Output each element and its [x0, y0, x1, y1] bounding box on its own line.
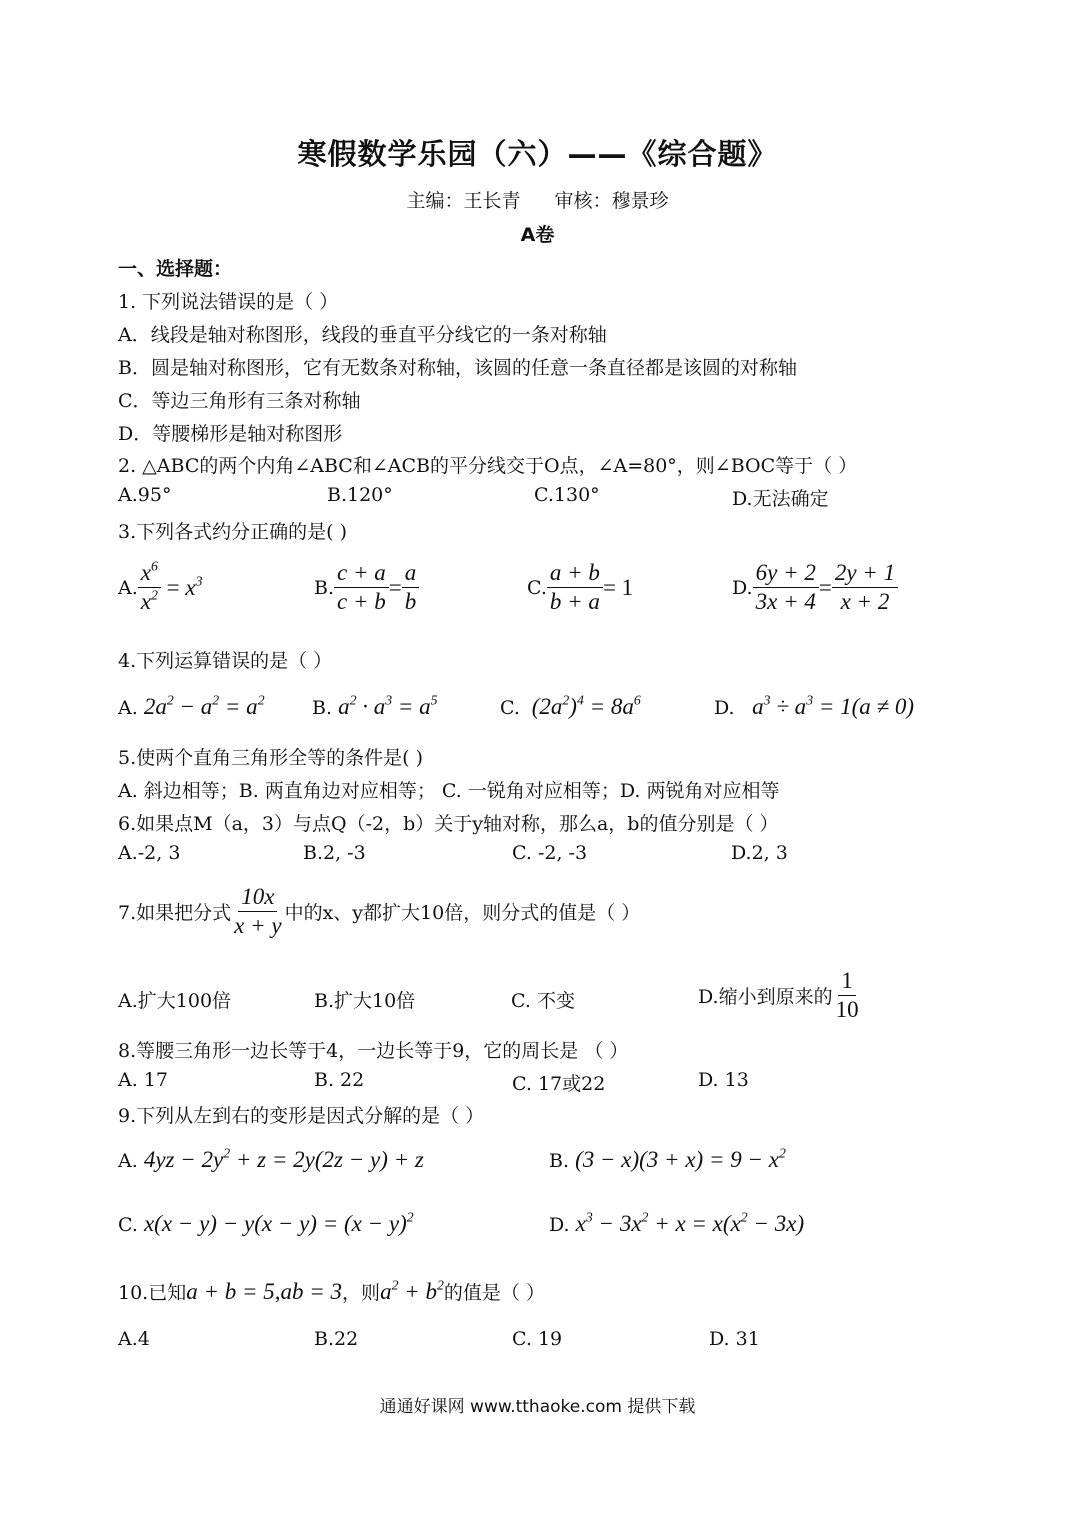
- q4-c-label: C.: [500, 697, 520, 719]
- q3-d-fraction-right: $\frac{2y + 1}{x + 2}$: [832, 560, 898, 616]
- q4-b-label: B.: [312, 697, 333, 719]
- q3-option-d: D. $\frac{6y + 2}{3x + 4}$ = $\frac{2y + 1}{x + 2}$: [732, 560, 898, 616]
- reviewer-credit: 审核：穆景珍: [554, 190, 669, 212]
- q4-option-c: [500, 694, 641, 720]
- q3-option-a: A. $\frac{x^6}{x^2}$ = $x^3$: [118, 558, 203, 615]
- q9-option-b: [549, 1147, 786, 1173]
- q1-stem: 1. 下列说法错误的是（ ）: [118, 291, 339, 313]
- q3-option-c: C. $\frac{a + b}{b + a}$ = 1: [527, 560, 634, 615]
- q8-option-b: B. 22: [314, 1069, 365, 1091]
- q3-stem: 3.下列各式约分正确的是( ): [118, 521, 347, 543]
- q1-option-c: C．等边三角形有三条对称轴: [118, 390, 361, 412]
- q8-option-d: D. 13: [698, 1069, 749, 1091]
- q2-option-b: B.120°: [327, 484, 393, 506]
- q7-fraction: $\frac{10x}{x + y}$: [234, 884, 282, 939]
- q4-a-label: A.: [118, 697, 138, 719]
- editor-credit: 主编：王长青: [406, 190, 521, 212]
- q10-stem-mid: ，则: [342, 1282, 381, 1304]
- q9-c-expression: $x(x - y) - y(x - y) = (x - y)^2$: [143, 1209, 414, 1236]
- q2-stem: 2. △ABC的两个内角∠ABC和∠ACB的平分线交于O点，∠A=80°，则∠BOC等于（ ）: [118, 455, 858, 477]
- q3-a-fraction: $\frac{x^6}{x^2}$: [138, 560, 161, 616]
- q6-stem: 6.如果点M（a，3）与点Q（-2，b）关于y轴对称，那么a，b的值分别是（ ）: [118, 813, 779, 835]
- q7-option-c: C. 不变: [511, 990, 575, 1012]
- q9-c-label: C.: [118, 1214, 138, 1236]
- q3-a-label: A.: [118, 576, 138, 599]
- volume-label: A卷: [520, 224, 555, 246]
- q8-stem: 8.等腰三角形一边长等于4，一边长等于9，它的周长是 （ ）: [118, 1040, 629, 1062]
- q3-b-fraction-right: $\frac{a}{b}$: [402, 560, 420, 616]
- q4-c-expression: $(2a^2)^4 = 8a^6$: [531, 692, 641, 719]
- q4-option-b: [312, 694, 438, 720]
- section-heading: 一、选择题：: [118, 258, 233, 280]
- q7-stem-post: 中的x、y都扩大10倍，则分式的值是（ ）: [284, 902, 641, 925]
- q5-stem: 5.使两个直角三角形全等的条件是( ): [118, 747, 423, 769]
- credits-line: [0, 186, 1075, 213]
- q4-a-expression: $2a^2 - a^2 = a^2$: [143, 692, 265, 719]
- q3-d-fraction-left: $\frac{6y + 2}{3x + 4}$: [753, 560, 819, 616]
- q3-b-label: B.: [314, 576, 335, 599]
- q7-option-d: [698, 968, 862, 1024]
- q7-option-a: A.扩大100倍: [118, 990, 232, 1012]
- q6-option-b: B.2, -3: [303, 842, 366, 864]
- q9-option-a: [118, 1147, 424, 1173]
- q10-stem-pre: 10.已知: [118, 1282, 187, 1304]
- q7-stem-pre: 7.如果把分式: [118, 902, 232, 925]
- q1-option-b: B．圆是轴对称图形，它有无数条对称轴，该圆的任意一条直径都是该圆的对称轴: [118, 357, 797, 379]
- q4-stem: 4.下列运算错误的是（ ）: [118, 650, 333, 672]
- q10-condition: a + b = 5,ab = 3: [186, 1279, 343, 1304]
- q9-d-expression: $x^3 - 3x^2 + x = x(x^2 - 3x)$: [575, 1209, 805, 1236]
- q6-option-c: C. -2, -3: [512, 842, 588, 864]
- q10-stem-post: 的值是（ ）: [443, 1282, 545, 1304]
- q1-option-d: D．等腰梯形是轴对称图形: [118, 423, 343, 445]
- q9-b-expression: $(3 - x)(3 + x) = 9 - x^2$: [575, 1145, 786, 1172]
- q3-option-b: B. $\frac{c + a}{c + b}$ = $\frac{a}{b}$: [314, 560, 419, 616]
- q3-c-fraction: $\frac{a + b}{b + a}$: [547, 560, 603, 616]
- footer-note[interactable]: 通通好课网 www.tthaoke.com 提供下载: [379, 1397, 696, 1417]
- page-title: 寒假数学乐园（六）——《综合题》: [297, 137, 778, 171]
- q9-a-expression: $4yz - 2y^2 + z = 2y(2z - y) + z$: [143, 1145, 424, 1172]
- q8-option-c: C. 17或22: [512, 1073, 606, 1095]
- q9-d-label: D.: [549, 1214, 570, 1236]
- q10-stem: [118, 1278, 545, 1305]
- q9-a-label: A.: [118, 1150, 138, 1172]
- q9-b-label: B.: [549, 1150, 570, 1172]
- q7-d-fraction: $\frac{1}{10}$: [835, 968, 859, 1023]
- q10-option-a: A.4: [118, 1328, 150, 1350]
- q9-option-d: [549, 1211, 804, 1237]
- q10-target: $a^2 + b^2$: [380, 1277, 444, 1304]
- q8-option-a: A. 17: [118, 1069, 168, 1091]
- q7-stem: [118, 884, 640, 940]
- q2-option-a: A.95°: [118, 484, 172, 506]
- q10-option-d: D. 31: [709, 1328, 760, 1350]
- q7-option-b: B.扩大10倍: [314, 990, 416, 1012]
- q1-option-a: A．线段是轴对称图形，线段的垂直平分线它的一条对称轴: [118, 324, 607, 346]
- q9-option-c: [118, 1211, 414, 1237]
- q2-option-c: C.130°: [534, 484, 600, 506]
- q3-d-label: D.: [732, 576, 753, 599]
- q3-c-label: C.: [527, 576, 547, 599]
- q6-option-d: D.2, 3: [731, 842, 788, 864]
- q10-option-b: B.22: [314, 1328, 359, 1350]
- q2-option-d: D.无法确定: [732, 488, 829, 510]
- q10-option-c: C. 19: [512, 1328, 563, 1350]
- q9-stem: 9.下列从左到右的变形是因式分解的是（ ）: [118, 1105, 485, 1127]
- q4-option-d: [714, 694, 914, 720]
- q7-d-text: D.缩小到原来的: [698, 986, 833, 1009]
- q6-option-a: A.-2, 3: [118, 842, 181, 864]
- q5-options: A. 斜边相等；B. 两直角边对应相等； C. 一锐角对应相等；D. 两锐角对应相等: [118, 780, 780, 802]
- q4-option-a: [118, 694, 265, 720]
- q4-d-label: D.: [714, 697, 735, 719]
- q4-b-expression: $a^2 \cdot a^3 = a^5$: [338, 692, 438, 719]
- q4-d-expression: $a^3 \div a^3 = 1(a \ne 0)$: [740, 692, 915, 719]
- q3-b-fraction-left: $\frac{c + a}{c + b}$: [334, 560, 389, 616]
